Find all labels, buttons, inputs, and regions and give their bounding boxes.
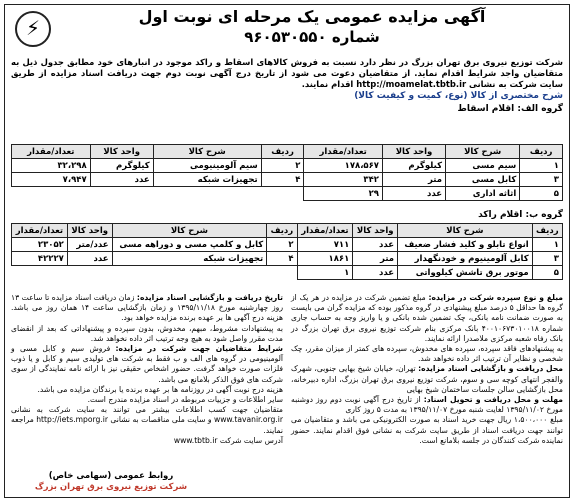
col-qty: تعداد/مقدار: [12, 145, 91, 159]
cell: سیم مسی: [446, 159, 520, 173]
col-row: ردیف: [532, 224, 562, 238]
cell: ۴: [267, 252, 297, 266]
table-row: [12, 238, 563, 252]
cell: عدد: [67, 252, 112, 266]
empty-cell: [67, 266, 112, 280]
intro-paragraph: [5, 57, 569, 90]
cell: کابل و کلمپ مسی و دوراهه مسی: [112, 238, 267, 252]
notice-number: شماره ۹۶۰۵۳۰۵۵۰: [244, 28, 380, 46]
cell: ۲: [261, 159, 304, 173]
conditions-left-column: [11, 293, 283, 446]
cell: ۲۹: [304, 187, 383, 201]
eligibility-text: فروش سیم و کابل مسی و آلومینیومی در گروه های الف و ب فقط به شرکت های تولیدی سیم و کابل و یا ذوب فلزات صورت خواهد گرفت. حضور اشخاص حقیقی نیز با ارائه نامه نمایندگی از سوی شرکت های فوق الذکر بلامانع می باشد.: [11, 344, 283, 384]
table-row: [12, 159, 563, 173]
contact-line-2: شرکت توزیع نیروی برق تهران بزرگ: [34, 482, 188, 492]
cell: اثاثه اداری: [446, 187, 520, 201]
cell: ۱: [520, 159, 563, 173]
empty-cell: [90, 187, 153, 201]
more-info-note: متقاضیان جهت کسب اطلاعات بیشتر می توانند به سایت شرکت به نشانی www.tavanir.org.ir و سایت ملی مناقصات به نشانی http://iets.mporg.ir مراجعه نمایند.: [11, 405, 283, 435]
cell: عدد: [90, 173, 153, 187]
cell: ۱۸۶۱: [297, 252, 353, 266]
cell: عدد: [382, 187, 445, 201]
details-note: سایر اطلاعات و جزییات مربوطه در اسناد مزایده مندرج است.: [87, 395, 283, 405]
cell: کابل آلومینیوم و خودنگهدار: [398, 252, 533, 266]
cell: انواع تابلو و کلید فشار ضعیف: [398, 238, 533, 252]
table-row: [12, 173, 563, 187]
cell: کابل مسی: [446, 173, 520, 187]
opening-text: زمان دریافت اسناد مزایده تا ساعت ۱۳ روز چهارشنبه مورخ ۱۳۹۵/۱۱/۱۸ و زمان بازگشایی ساعت ۱۴ همان روز می باشد. هزینه درج آگهی ها بر عهده برنده مزایده خواهد بود.: [11, 293, 283, 323]
group-b-title: گروه ب: اقلام راکد: [478, 210, 563, 220]
empty-cell: [12, 266, 68, 280]
cell: عدد: [353, 238, 398, 252]
cell: ۵: [520, 187, 563, 201]
conditions-right-column: [291, 293, 563, 446]
ad-cost-note: هزینه درج نوبت آگهی در روزنامه ها بر عهده برنده یا برندگان مزایده می باشد.: [37, 384, 283, 394]
cell: ۵: [532, 266, 562, 280]
location-paragraph: [291, 364, 563, 395]
col-row: ردیف: [261, 145, 304, 159]
cell: عدد: [353, 266, 398, 280]
cell: ۱: [532, 238, 562, 252]
col-item: شرح کالا: [112, 224, 267, 238]
contact-line-1: روابط عمومی (سهامی خاص): [48, 471, 174, 481]
eligibility-paragraph: [11, 344, 283, 385]
cell: سیم آلومینیومی: [153, 159, 261, 173]
tbtb-logo-icon: ⚡: [15, 11, 51, 47]
cell: تجهیزات شبکه: [112, 252, 267, 266]
cell: ۱۷۸،۵۶۷: [304, 159, 383, 173]
col-unit: واحد کالا: [382, 145, 445, 159]
col-unit: واحد کالا: [67, 224, 112, 238]
cell: کیلوگرم: [90, 159, 153, 173]
deadline-label: مهلت و محل دریافت و تحویل اسناد:: [423, 395, 563, 405]
location-label: محل دریافت و بازگشایی اسناد مزایده:: [418, 364, 563, 374]
cell: ۷،۹۴۷: [12, 173, 91, 187]
eligibility-label: شرایط متقاضیان جهت شرکت در مزایده:: [115, 344, 283, 354]
cell: متر: [382, 173, 445, 187]
empty-cell: [112, 266, 267, 280]
cell: عدد/متر: [67, 238, 112, 252]
deadline-text: از تاریخ درج آگهی نوبت دوم روز دوشنبه مورخ ۱۳۹۵/۱۱/۰۲ لغایت شنبه مورخ ۱۳۹۵/۱۱/۰۷ به مدت ۵ روز کاری: [291, 395, 563, 415]
table-header-row: [12, 145, 563, 159]
cell: ۳: [520, 173, 563, 187]
notice-title: آگهی مزایده عمومی یک مرحله ای نوبت اول: [138, 7, 486, 26]
table-row: [12, 252, 563, 266]
group-b-table: [11, 223, 563, 280]
empty-cell: [153, 187, 261, 201]
intro-text: شرکت توزیع نیروی برق تهران بزرگ در نظر دارد نسبت به فروش کالاهای اسقاط و راکد موجود در انبارهای خود مطابق جدول ذیل به متقاضیان واجد شرایط اقدام نماید. از متقاضیان دعوت می شود از تاریخ درج آگهی نوبت دوم جهت دریافت اسناد مزایده از طریق سایت شرکت به نشانی: [11, 57, 563, 89]
col-row: ردیف: [267, 224, 297, 238]
col-row: ردیف: [520, 145, 563, 159]
col-qty: تعداد/مقدار: [12, 224, 68, 238]
cell: ۱: [297, 266, 353, 280]
cell: موتور برق تاشش کیلوواتی: [398, 266, 533, 280]
cell: ۲۳۰۵۲: [12, 238, 68, 252]
empty-cell: [267, 266, 297, 280]
col-item: شرح کالا: [153, 145, 261, 159]
group-a-table: [11, 144, 563, 201]
website-note: آدرس سایت شرکت www.tbtb.ir: [173, 435, 283, 445]
items-summary-heading: شرح مختصری از کالا (نوع، کمیت و کیفیت کالا): [354, 91, 563, 101]
opening-label: تاریخ دریافت و بازگشایی اسناد مزایده:: [136, 293, 283, 302]
cell: ۷۱۱: [297, 238, 353, 252]
cell: متر: [353, 252, 398, 266]
deposit-label: مبلغ و نوع سپرده شرکت در مزایده:: [428, 293, 563, 302]
rejection-note: به پیشنهادات مشروط، مبهم، مخدوش، بدون سپرده و پیشنهاداتی که بعد از انقضای مدت مقرر واصل شود به هیچ وجه ترتیب اثر داده نخواهد شد.: [11, 323, 283, 343]
table-row: [12, 187, 563, 201]
site-link[interactable]: http://moamelat.tbtb.ir: [356, 79, 467, 89]
fee-text: مبلغ ۱،۵۰۰،۰۰۰ ریال جهت خرید اسناد به صورت الکترونیکی می باشد و متقاضیان می توانند جهت دریافت اسناد از طریق سایت شرکت به نشانی فوق اقدام نمایند. حضور نماینده شرکت کنندگان در جلسه بلامانع است.: [291, 415, 563, 445]
notice-header: [5, 5, 569, 57]
deposit-text: مبلغ تضمین شرکت در مزایده در هر یک از گروه ها حداقل ۵ درصد مبلغ پیشنهادی در گروه مذکور بوده که مزایده گران می بایست به صورت ضمانت نامه بانکی، چک تضمین شده بانکی و یا واریز وجه به حساب جاری شماره ۴۰۰۱۰۶۷۳۰۱۰۰۱۸ بانک مرکزی بنام شرکت توزیع نیروی برق تهران بزرگ در بانک رفاه شعبه مرکزی ملاصدرا ارائه نمایند.: [291, 293, 563, 343]
empty-cell: [12, 187, 91, 201]
intro-after-url: اقدام نمایند.: [301, 79, 354, 89]
group-a-title: گروه الف: اقلام اسقاط: [457, 104, 563, 114]
cell: ۳۴۲: [304, 173, 383, 187]
col-qty: تعداد/مقدار: [304, 145, 383, 159]
location-text: تهران، خیابان شیخ بهایی جنوبی، شهرک والفجر انتهای کوچه سی و سوم، شرکت توزیع نیروی برق تهران بزرگ، اداره دبیرخانه، محل بازگشایی سالن جلسات ساختمان شیخ بهایی: [291, 364, 563, 394]
col-qty: تعداد/مقدار: [297, 224, 353, 238]
cell: ۴: [261, 173, 304, 187]
cell: ۳۲،۲۹۸: [12, 159, 91, 173]
col-item: شرح کالا: [446, 145, 520, 159]
col-unit: واحد کالا: [353, 224, 398, 238]
cell: کیلوگرم: [382, 159, 445, 173]
table-header-row: [12, 224, 563, 238]
cell: تجهیزات شبکه: [153, 173, 261, 187]
cell: ۳: [532, 252, 562, 266]
deadline-paragraph: [291, 395, 563, 415]
tender-notice: [4, 4, 570, 498]
col-item: شرح کالا: [398, 224, 533, 238]
deposit-note: به پیشنهادهای فاقد سپرده، سپرده های مخدوش، سپرده های کمتر از میزان مقرر، چک شخصی و نظایر آن ترتیب اثر داده نخواهد شد.: [291, 344, 563, 364]
col-unit: واحد کالا: [90, 145, 153, 159]
cell: ۲: [267, 238, 297, 252]
public-relations-signature: [11, 471, 211, 493]
empty-cell: [261, 187, 304, 201]
table-row: [12, 266, 563, 280]
cell: ۴۲۲۲۷: [12, 252, 68, 266]
